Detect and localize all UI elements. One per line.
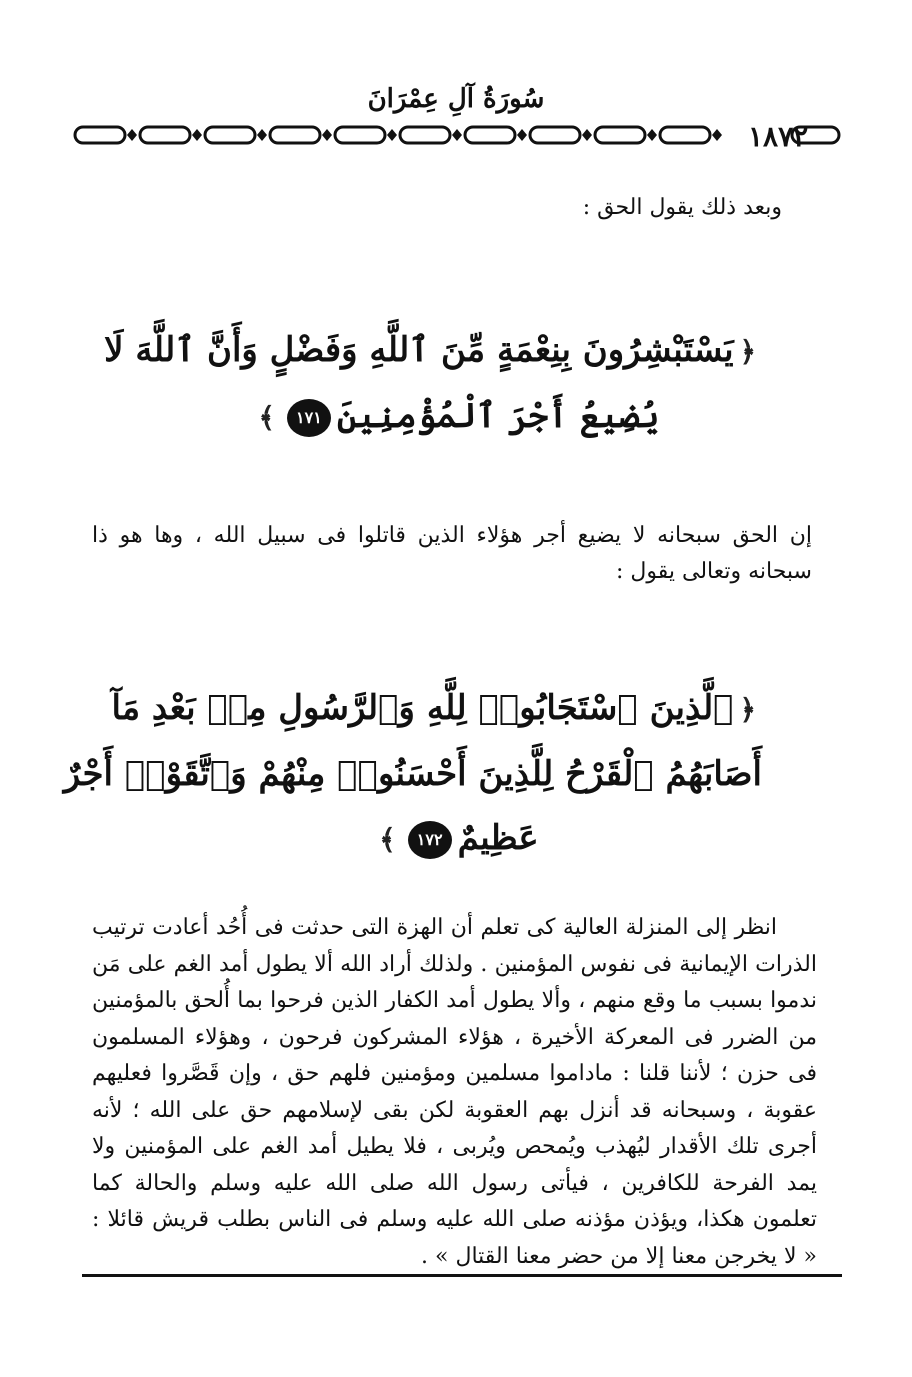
verse-172-line-3-text: عَظِيمٌ (457, 818, 539, 858)
verse-172-line-3 (150, 806, 762, 872)
verse-171-line-2 (150, 384, 762, 450)
verse-close-bracket-icon: ﴾ (379, 823, 396, 856)
ornament-border (72, 118, 842, 152)
verse-172-line-2-text: أَصَابَهُمُ ٱلْقَرْحُ لِلَّذِينَ أَحْسَنُوا۟ مِنْهُمْ وَٱتَّقَوْا۟ أَجْرٌ (63, 754, 762, 794)
verse-171-line-1-text: يَسْتَبْشِرُونَ بِنِعْمَةٍ مِّنَ ٱللَّهِ وَفَضْلٍ وَأَنَّ ٱللَّهَ لَا (104, 330, 734, 370)
ayah-number-171: ١٧١ (287, 399, 331, 437)
verse-171 (104, 318, 762, 450)
verse-172-line-2 (63, 742, 762, 806)
footer-rule (82, 1274, 842, 1277)
verse-171-line-1 (104, 318, 762, 384)
verse-172 (63, 676, 762, 872)
commentary-2: انظر إلى المنزلة العالية كى تعلم أن الهزة التى حدثت فى أُحُد أعادت ترتيب الذرات الإيمانية فى نفوس المؤمنين . ولذلك أراد الله ألا يطول أمد الغم على مَن ندموا بسبب ما وقع منهم ، وألا يطول أمد الكفار الذين فرحوا بما أُلحق بالمؤمنين من الضرر فى المعركة الأخيرة ، هؤلاء المشركون فرحون ، وهؤلاء المسلمون فى حزن ؛ لأننا قلنا : ماداموا مسلمين ومؤمنين فلهم حق ، وإن قَصَّروا فعليهم عقوبة ، وسبحانه قد أنزل بهم العقوبة لكن بقى لإسلامهم حق على الله ؛ لأنه أجرى تلك الأقدار ليُهذب ويُمحص ويُربى ، فلا يطيل أمد الغم على المؤمنين ولا يمد الفرحة للكافرين ، فيأتى رسول الله صلى الله عليه وسلم والحالة كما تعلمون هكذا، ويؤذن مؤذنه صلى الله عليه وسلم فى الناس بطلب قريش قائلا : « لا يخرجن معنا إلا من حضر معنا القتال » . (92, 915, 817, 1269)
intro-text: وبعد ذلك يقول الحق : (582, 195, 782, 220)
verse-171-line-2-text: يُضِيعُ أَجْرَ ٱلْمُؤْمِنِينَ (336, 396, 660, 436)
page-number: ١٨٧٢ (748, 120, 809, 153)
commentary-1: إن الحق سبحانه لا يضيع أجر هؤلاء الذين قاتلوا فى سبيل الله ، وها هو ذا سبحانه وتعالى يقول : (92, 523, 812, 584)
verse-open-bracket-icon: ﴿ (739, 693, 756, 726)
verse-172-line-1 (111, 676, 762, 742)
ayah-number-172: ١٧٢ (408, 821, 452, 859)
verse-close-bracket-icon: ﴾ (258, 401, 275, 434)
surah-title: سُورَةُ آلِ عِمْرَانَ (367, 84, 545, 114)
verse-open-bracket-icon: ﴿ (739, 335, 756, 368)
verse-172-line-1-text: ٱلَّذِينَ ٱسْتَجَابُوا۟ لِلَّهِ وَٱلرَّسُولِ مِنۢ بَعْدِ مَآ (111, 688, 734, 728)
